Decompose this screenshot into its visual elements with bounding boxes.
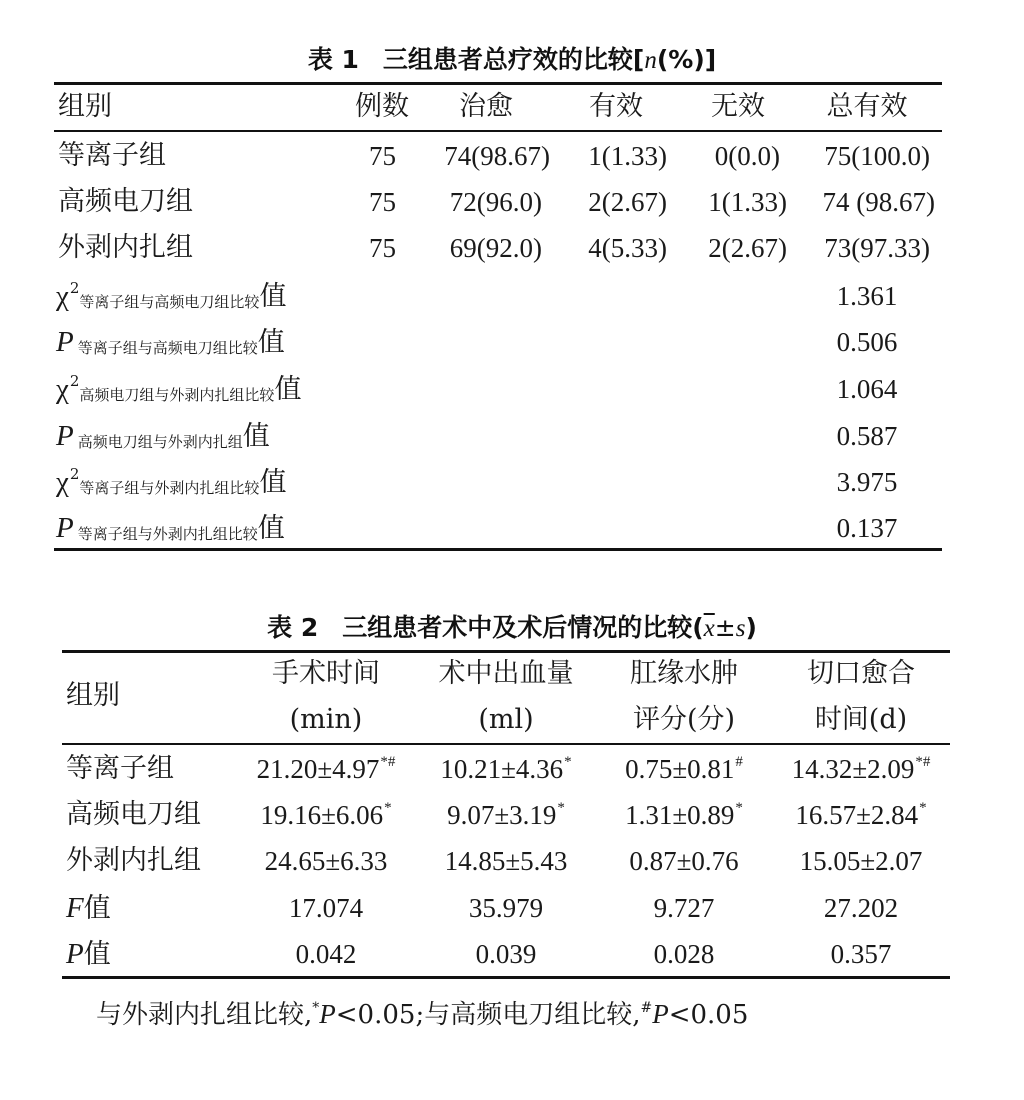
cell-value: 0.75±0.81 — [625, 754, 735, 784]
table1-header-rule — [54, 130, 942, 132]
table2-header-edema-line2: 评分(分) — [632, 704, 736, 735]
cell-mark: # — [735, 754, 743, 770]
table1-header-cured: 治愈 — [459, 91, 513, 122]
table2-caption-pm: ± — [714, 613, 736, 642]
table1-row-effective: 4(5.33) — [588, 233, 667, 263]
stat-subscript: 高频电刀组与外剥内扎组 — [77, 433, 243, 451]
table2-header-bleed-line1: 术中出血量 — [438, 658, 574, 689]
table2-stat-value: 0.039 — [475, 939, 537, 969]
table1-stat-label — [56, 420, 270, 456]
p-symbol: P — [66, 938, 84, 970]
table2-cell — [772, 799, 950, 836]
table1-stat-label — [56, 280, 286, 316]
table1-stat-label — [56, 512, 285, 548]
cell-value: 15.05±2.07 — [799, 846, 923, 876]
table2-cell — [416, 845, 596, 877]
table2-cell — [236, 753, 416, 790]
table1-top-rule — [54, 82, 942, 85]
table2-caption-label: 表 2 — [267, 613, 319, 642]
table1-caption-label: 表 1 — [307, 45, 359, 74]
table1-header-total: 总有效 — [826, 91, 908, 122]
table2-cell — [596, 799, 772, 836]
table2-header-optime-line1: 手术时间 — [272, 658, 380, 689]
table1-stat-value: 1.064 — [836, 374, 898, 404]
table2-header-healing-line1: 切口愈合 — [807, 658, 915, 689]
table1-caption-n: n — [644, 47, 657, 74]
cell-mark: * — [564, 754, 572, 770]
table2-header-group: 组别 — [66, 680, 120, 711]
table1-row-effective: 2(2.67) — [588, 187, 667, 217]
cell-value: 16.57±2.84 — [795, 800, 919, 830]
stat-superscript: 2 — [69, 465, 80, 483]
table1-row-total: 73(97.33) — [824, 233, 930, 263]
table2-top-rule — [62, 650, 950, 653]
cell-mark: * — [557, 800, 565, 816]
table2-caption — [0, 608, 1024, 644]
stat-suffix: 值 — [83, 939, 111, 970]
cell-value: 10.21±4.36 — [440, 754, 564, 784]
table2-header-rule — [62, 743, 950, 745]
table1-stat-value: 0.506 — [836, 327, 898, 357]
stat-suffix: 值 — [242, 421, 270, 452]
table1-caption-tail: (%)] — [656, 45, 717, 74]
stat-superscript: 2 — [69, 279, 80, 297]
stat-subscript: 等离子组与外剥内扎组比较 — [77, 525, 258, 543]
cell-value: 9.07±3.19 — [447, 800, 557, 830]
table1-stat-label — [56, 373, 301, 409]
cell-mark: *# — [380, 754, 396, 770]
table2-row-group: 高频电刀组 — [66, 799, 201, 830]
table1-row-cured: 72(96.0) — [449, 187, 542, 217]
table1-row-ineffective: 0(0.0) — [714, 141, 780, 171]
table1-header-n: 例数 — [355, 91, 409, 122]
table1-row-n: 75 — [369, 233, 396, 263]
table1-row-ineffective: 2(2.67) — [708, 233, 787, 263]
cell-value: 14.85±5.43 — [444, 846, 568, 876]
f-symbol: F — [66, 892, 84, 924]
table2-header-healing-line2: 时间(d) — [814, 704, 908, 735]
table2-caption-text: 三组患者术中及术后情况的比较( — [342, 613, 704, 642]
stat-suffix: 值 — [274, 374, 302, 405]
table2-stat-value: 27.202 — [823, 893, 899, 923]
stat-suffix: 值 — [259, 467, 287, 498]
table2-cell — [236, 799, 416, 836]
table2-stat-label — [66, 892, 111, 925]
table2-cell — [596, 845, 772, 877]
p-symbol: P — [56, 420, 74, 452]
table1-row-total: 75(100.0) — [824, 141, 930, 171]
table1-row-ineffective: 1(1.33) — [708, 187, 787, 217]
table1-row-cured: 69(92.0) — [449, 233, 542, 263]
table1-row-group: 高频电刀组 — [58, 186, 193, 217]
table1-stat-value: 1.361 — [836, 281, 898, 311]
p-symbol: P — [56, 512, 74, 544]
table2-cell — [772, 753, 950, 790]
table1-row-group: 等离子组 — [58, 140, 166, 171]
stat-suffix: 值 — [257, 513, 285, 544]
stat-subscript: 等离子组与高频电刀组比较 — [77, 339, 258, 357]
cell-value: 24.65±6.33 — [264, 846, 388, 876]
table1-bottom-rule — [54, 548, 942, 551]
table2-stat-value: 0.028 — [653, 939, 715, 969]
table1-row-effective: 1(1.33) — [588, 141, 667, 171]
table2-row-group: 等离子组 — [66, 753, 174, 784]
stat-subscript: 等离子组与高频电刀组比较 — [79, 293, 260, 311]
table1-stat-value: 0.587 — [836, 421, 898, 451]
table2-caption-tail: ) — [745, 613, 757, 642]
table2-stat-value: 0.357 — [830, 939, 892, 969]
table2-cell — [772, 845, 950, 877]
footnote-part1: 与外剥内扎组比较, — [96, 1000, 313, 1030]
cell-value: 19.16±6.06 — [260, 800, 384, 830]
table1-header-ineffective: 无效 — [711, 91, 765, 122]
cell-value: 0.87±0.76 — [629, 846, 739, 876]
stat-suffix: 值 — [259, 281, 287, 312]
footnote-p1: P — [319, 999, 336, 1029]
table1-stat-label — [56, 466, 286, 502]
stat-superscript: 2 — [69, 372, 80, 390]
cell-value: 1.31±0.89 — [625, 800, 735, 830]
table2-header-optime-line2: (min) — [289, 704, 363, 735]
cell-mark: * — [384, 800, 392, 816]
table2-cell — [416, 753, 596, 790]
cell-mark: * — [735, 800, 743, 816]
table1-row-cured: 74(98.67) — [444, 141, 550, 171]
footnote-val2: <0.05 — [668, 1000, 749, 1030]
chi-symbol: χ — [56, 280, 69, 312]
table2-stat-label — [66, 938, 111, 971]
table2-caption-x: $\overline{x}$ — [703, 615, 715, 642]
table1-row-n: 75 — [369, 187, 396, 217]
table1-row-total: 74 (98.67) — [822, 187, 935, 217]
table1-caption — [0, 40, 1024, 76]
table2-row-group: 外剥内扎组 — [66, 845, 201, 876]
table1-row-n: 75 — [369, 141, 396, 171]
table2-stat-value: 0.042 — [295, 939, 357, 969]
footnote-val1: <0.05;与高频电刀组比较, — [335, 1000, 641, 1030]
footnote-p2: P — [652, 999, 669, 1029]
table2-bottom-rule — [62, 976, 950, 979]
table2-cell — [416, 799, 596, 836]
cell-value: 21.20±4.97 — [256, 754, 380, 784]
table1-header-group: 组别 — [58, 91, 112, 122]
chi-symbol: χ — [56, 373, 69, 405]
stat-suffix: 值 — [83, 893, 111, 924]
stat-suffix: 值 — [257, 327, 285, 358]
cell-mark: * — [919, 800, 927, 816]
table1-caption-text: 三组患者总疗效的比较[ — [382, 45, 645, 74]
table1-stat-value: 3.975 — [836, 467, 898, 497]
cell-mark: *# — [915, 754, 931, 770]
table2-caption-s: s — [735, 615, 746, 642]
footnote-mark1: * — [312, 1000, 320, 1016]
table2-header-bleed-line2: (ml) — [478, 704, 534, 735]
table1-stat-value: 0.137 — [836, 513, 898, 543]
footnote-mark2: # — [640, 1000, 653, 1016]
table2-header-edema-line1: 肛缘水肿 — [630, 658, 738, 689]
stat-subscript: 等离子组与外剥内扎组比较 — [79, 479, 260, 497]
cell-value: 14.32±2.09 — [791, 754, 915, 784]
table1-header-effective: 有效 — [589, 91, 643, 122]
table1-row-group: 外剥内扎组 — [58, 232, 193, 263]
table1-stat-label — [56, 326, 285, 362]
table2-cell — [236, 845, 416, 877]
table2-stat-value: 17.074 — [288, 893, 364, 923]
table2-stat-value: 35.979 — [468, 893, 544, 923]
footnote — [96, 994, 748, 1031]
chi-symbol: χ — [56, 466, 69, 498]
table2-stat-value: 9.727 — [653, 893, 715, 923]
p-symbol: P — [56, 326, 74, 358]
stat-subscript: 高频电刀组与外剥内扎组比较 — [79, 386, 275, 404]
table2-cell — [596, 753, 772, 790]
